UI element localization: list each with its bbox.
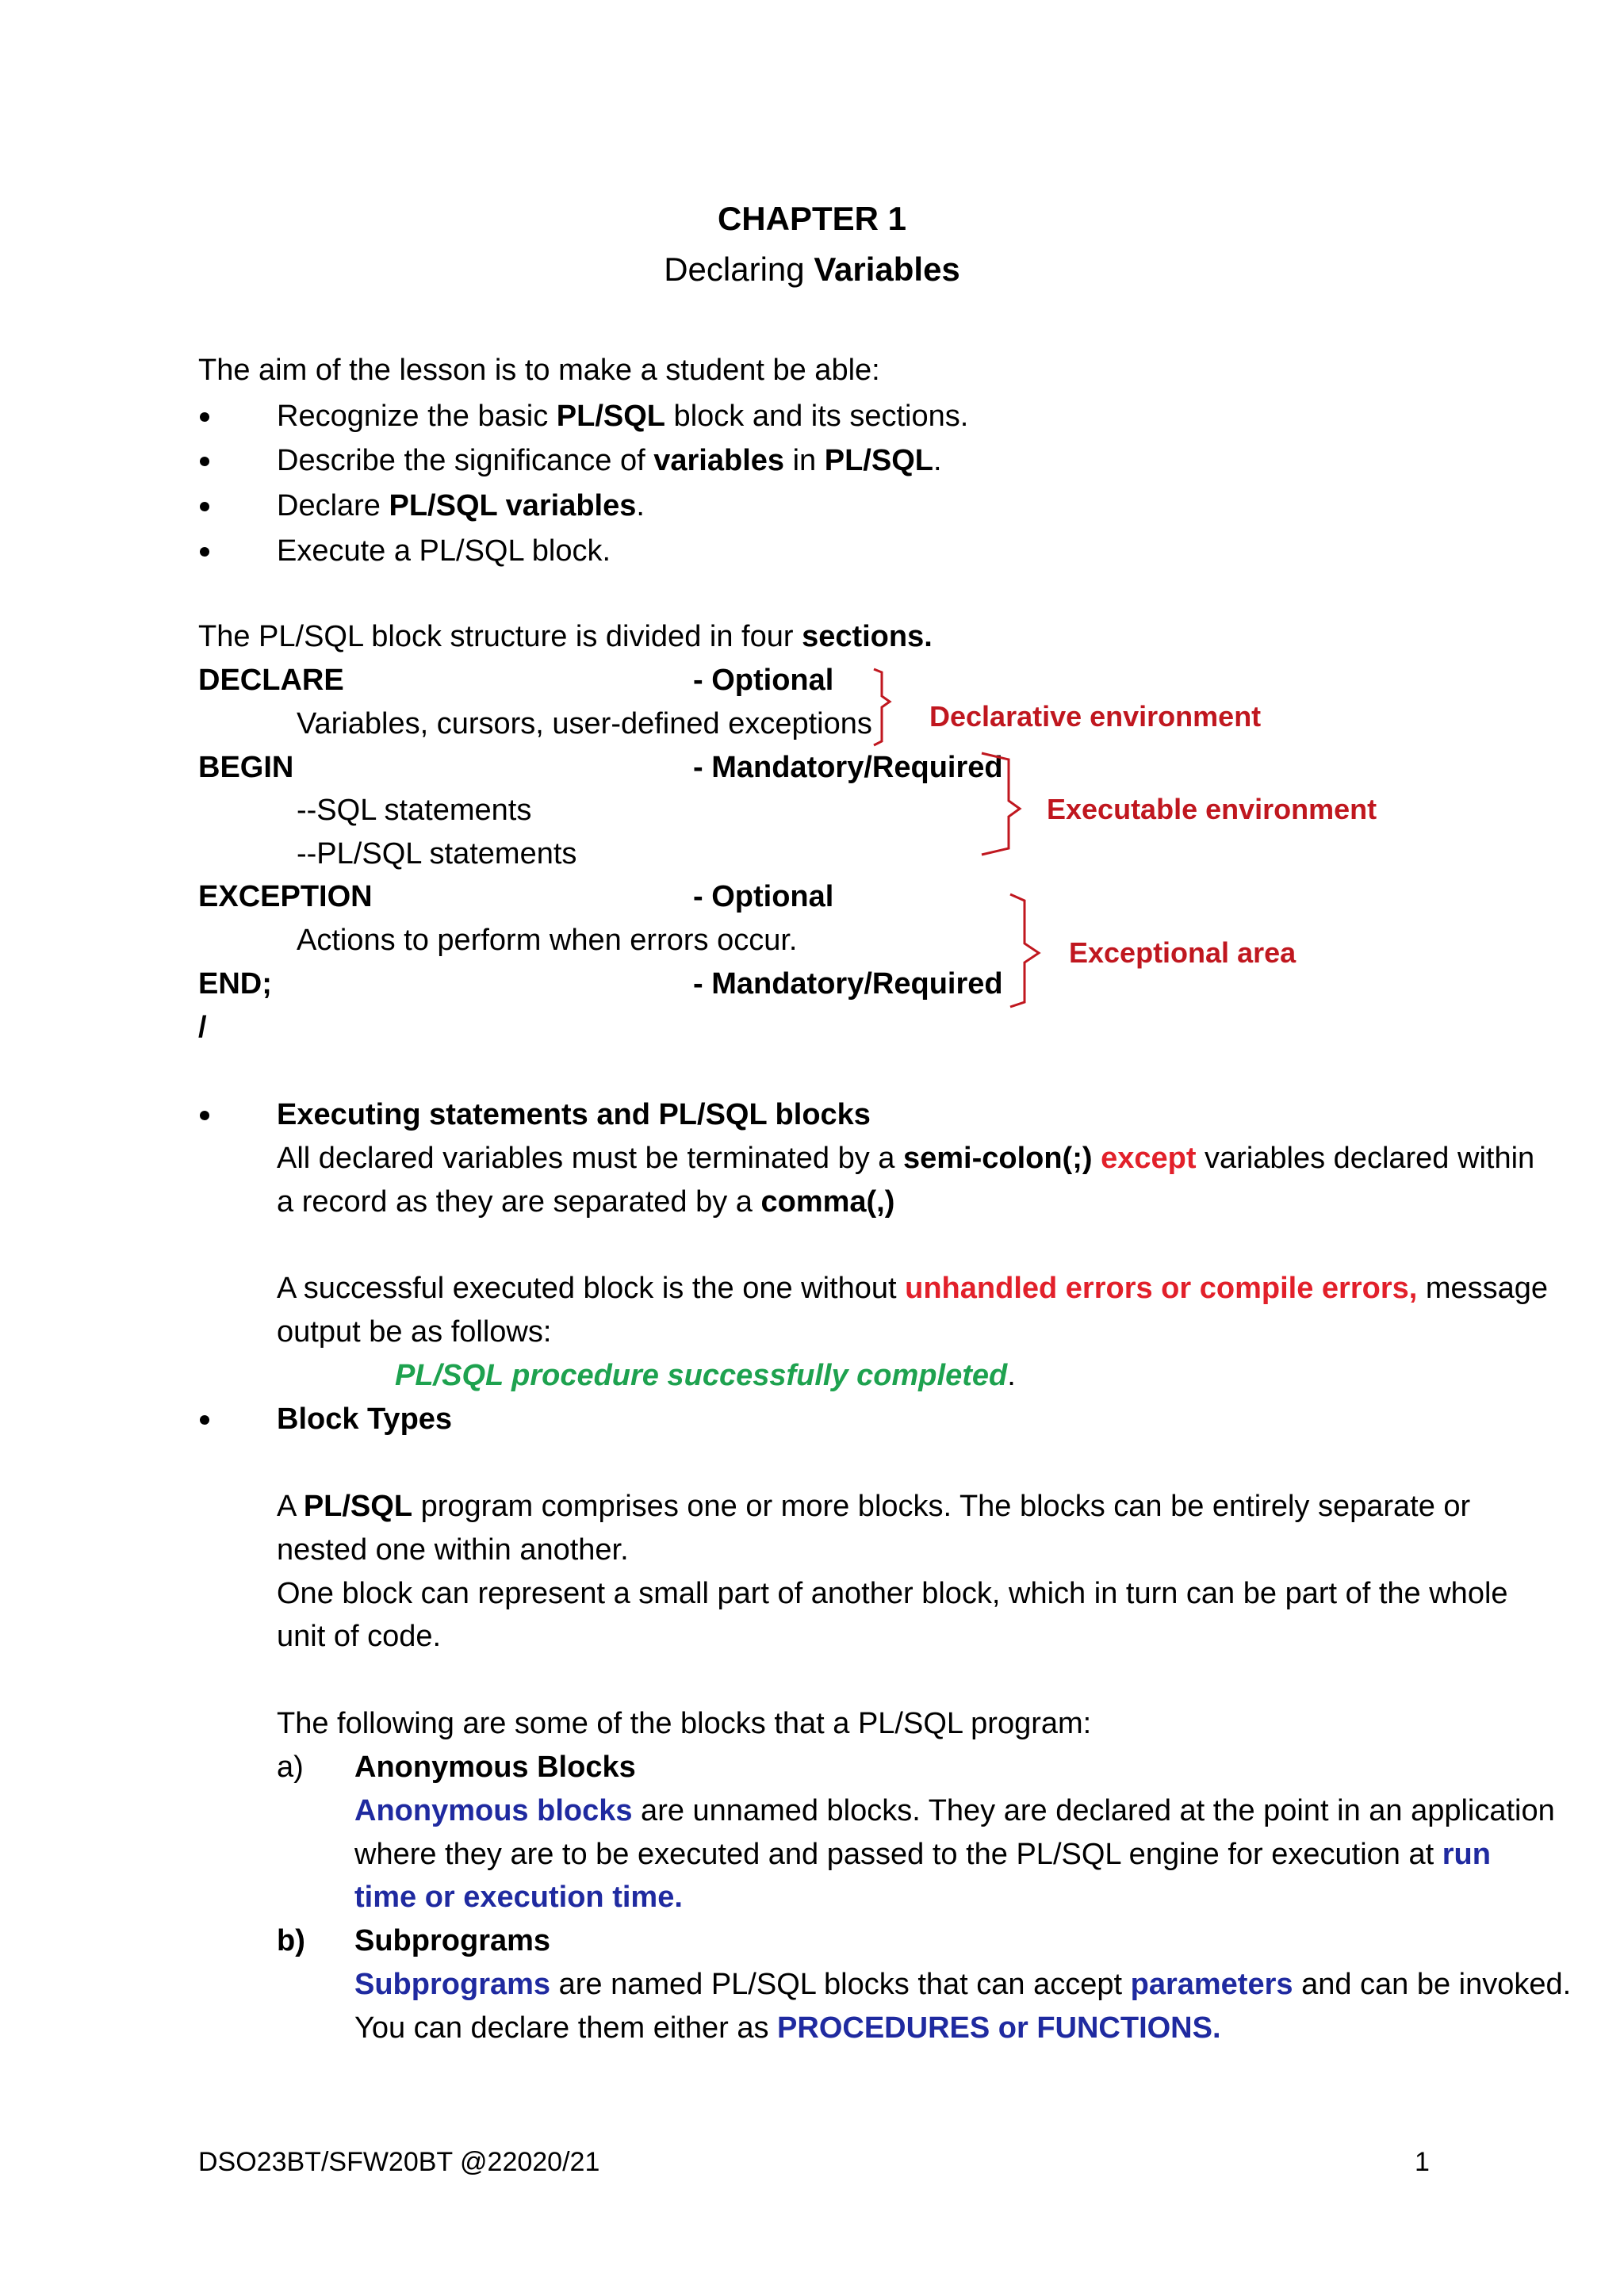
anonymous-blocks-text: Anonymous blocks are unnamed blocks. They are declared at the point in an application — [354, 1794, 1555, 1827]
block-types-para: A PL/SQL program comprises one or more blocks. The blocks can be entirely separate or — [277, 1490, 1471, 1523]
aim-item: Execute a PL/SQL block. — [277, 534, 611, 568]
label-exceptional: Exceptional area — [1069, 936, 1297, 969]
exception-body: Actions to perform when errors occur. — [297, 924, 798, 957]
keyword-slash: / — [198, 1011, 207, 1044]
plsql-statements: --PL/SQL statements — [297, 837, 577, 871]
executing-line: output be as follows: — [277, 1315, 552, 1349]
anonymous-blocks-text: where they are to be executed and passed to the PL/SQL engine for execution at run — [354, 1838, 1491, 1871]
label-declarative: Declarative environment — [929, 700, 1262, 733]
keyword-end: END; — [198, 967, 272, 1001]
subprograms-text: You can declare them either as PROCEDURES or FUNCTIONS. — [354, 2011, 1221, 2045]
chapter-subtitle: Declaring Variables — [664, 251, 960, 288]
list-marker-a: a) — [277, 1751, 304, 1784]
block-types-heading: Block Types — [277, 1402, 453, 1436]
bullet-icon — [200, 1111, 209, 1120]
success-message: PL/SQL procedure successfully completed. — [395, 1359, 1016, 1392]
label-executable: Executable environment — [1047, 793, 1377, 825]
sql-statements: --SQL statements — [297, 794, 532, 827]
chapter-title: CHAPTER 1 — [717, 200, 907, 237]
executing-line: a record as they are separated by a comma(,) — [277, 1185, 895, 1219]
keyword-declare: DECLARE — [198, 664, 344, 697]
executable-brace — [982, 753, 1020, 855]
subprograms-title: Subprograms — [354, 1924, 551, 1957]
block-types-para: The following are some of the blocks that a PL/SQL program: — [277, 1707, 1092, 1740]
declare-note: - Optional — [693, 664, 834, 697]
declare-body: Variables, cursors, user-defined exceptions — [297, 707, 872, 740]
executing-line: All declared variables must be terminated by a semi-colon(;) except variables declared within — [277, 1142, 1535, 1175]
bullet-icon — [200, 1415, 209, 1425]
executing-heading: Executing statements and PL/SQL blocks — [277, 1098, 871, 1131]
block-types-para: One block can represent a small part of another block, which in turn can be part of the whole — [277, 1577, 1508, 1610]
anonymous-blocks-text: time or execution time. — [354, 1881, 683, 1914]
aim-intro: The aim of the lesson is to make a student be able: — [198, 354, 880, 387]
exceptional-brace — [1010, 894, 1039, 1007]
exception-note: - Optional — [693, 880, 834, 913]
aim-item: Describe the significance of variables in PL/SQL. — [277, 444, 942, 477]
subprograms-text: Subprograms are named PL/SQL blocks that can accept parameters and can be invoked. — [354, 1968, 1572, 2001]
keyword-begin: BEGIN — [198, 751, 294, 784]
block-types-para: nested one within another. — [277, 1533, 629, 1567]
begin-note: - Mandatory/Required — [693, 751, 1003, 784]
anonymous-blocks-title: Anonymous Blocks — [354, 1751, 636, 1784]
executing-line: A successful executed block is the one without unhandled errors or compile errors, message — [277, 1272, 1549, 1305]
aim-item: Recognize the basic PL/SQL block and its sections. — [277, 400, 969, 433]
aim-item: Declare PL/SQL variables. — [277, 489, 645, 522]
structure-intro: The PL/SQL block structure is divided in four sections. — [198, 620, 933, 653]
list-marker-b: b) — [277, 1924, 305, 1957]
end-note: - Mandatory/Required — [693, 967, 1003, 1001]
keyword-exception: EXCEPTION — [198, 880, 373, 913]
footer-course: DSO23BT/SFW20BT @22020/21 — [198, 2147, 600, 2177]
block-types-para: unit of code. — [277, 1620, 442, 1653]
page-number: 1 — [1415, 2147, 1430, 2177]
declarative-brace — [874, 669, 890, 745]
